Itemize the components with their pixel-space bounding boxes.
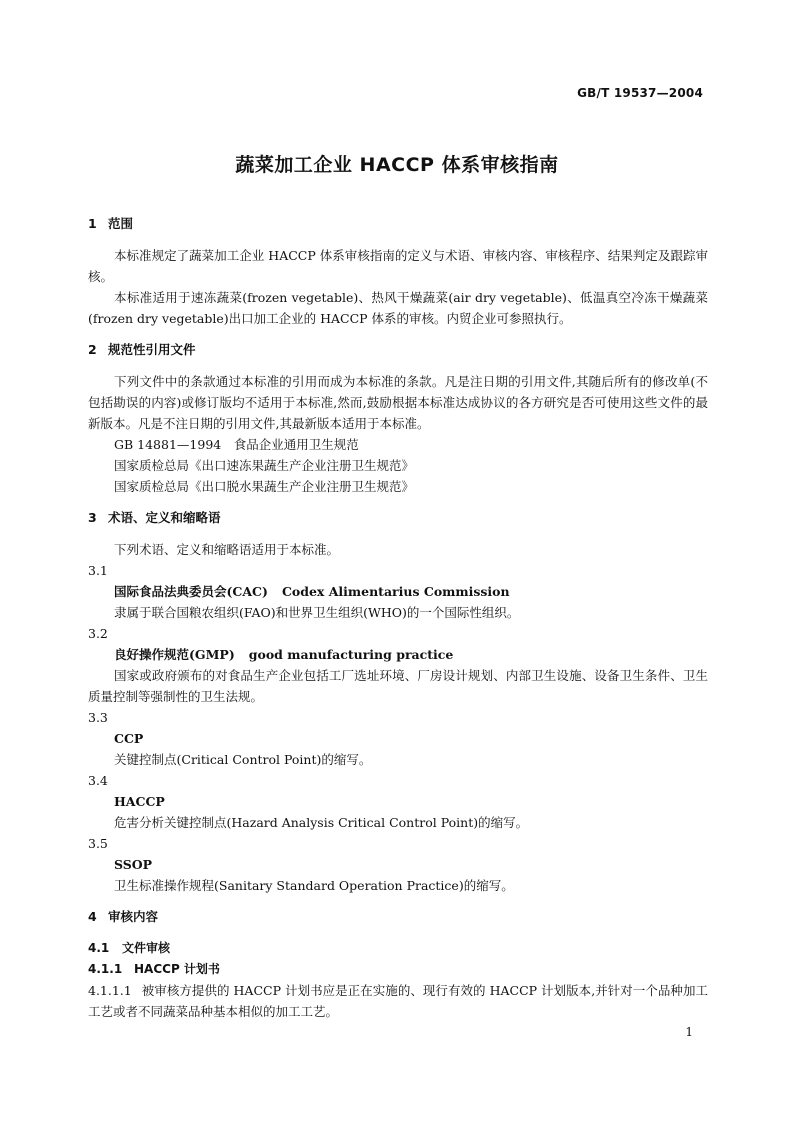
- term-name: 国际食品法典委员会(CAC) Codex Alimentarius Commission: [114, 584, 510, 599]
- term-number: 3.1: [88, 563, 108, 578]
- standard-code: GB/T 19537—2004: [577, 86, 703, 100]
- section-1-paragraph-2: 本标准适用于速冻蔬菜(frozen vegetable)、热风干燥蔬菜(air dry vegetable)、低温真空冷冻干燥蔬菜(frozen dry vegetable)出口加工企业的 HACCP 体系的审核。内贸企业可参照执行。: [88, 290, 708, 326]
- term-name: SSOP: [114, 857, 153, 872]
- term-definition: 国家或政府颁布的对食品生产企业包括工厂选址环境、厂房设计规划、内部卫生设施、设备卫生条件、卫生质量控制等强制性的卫生法规。: [88, 668, 708, 704]
- term-name: CCP: [114, 731, 144, 746]
- reference-item: 国家质检总局《出口脱水果蔬生产企业注册卫生规范》: [114, 479, 415, 494]
- section-heading-3: 3 术语、定义和缩略语: [88, 510, 221, 525]
- clause-4-1-1-1: 4.1.1.1 被审核方提供的 HACCP 计划书应是正在实施的、现行有效的 HACCP 计划版本,并针对一个品种加工工艺或者不同蔬菜品种基本相似的加工工艺。: [88, 983, 708, 1019]
- reference-item: GB 14881—1994 食品企业通用卫生规范: [114, 437, 359, 452]
- section-2-paragraph-1: 下列文件中的条款通过本标准的引用而成为本标准的条款。凡是注日期的引用文件,其随后所有的修改单(不包括勘误的内容)或修订版均不适用于本标准,然而,鼓励根据本标准达成协议的各方研究是否可使用这些文件的最新版本。凡是不注日期的引用文件,其最新版本适用于本标准。: [88, 374, 708, 431]
- section-3-intro: 下列术语、定义和缩略语适用于本标准。: [114, 542, 340, 557]
- term-number: 3.3: [88, 710, 108, 725]
- subsubsection-heading: 4.1.1 HACCP 计划书: [88, 962, 220, 976]
- term-definition: 隶属于联合国粮农组织(FAO)和世界卫生组织(WHO)的一个国际性组织。: [114, 605, 520, 620]
- term-number: 3.4: [88, 773, 108, 788]
- term-number: 3.5: [88, 836, 108, 851]
- page-number: 1: [685, 1025, 693, 1039]
- term-definition: 关键控制点(Critical Control Point)的缩写。: [114, 752, 372, 767]
- reference-item: 国家质检总局《出口速冻果蔬生产企业注册卫生规范》: [114, 458, 415, 473]
- term-name: 良好操作规范(GMP) good manufacturing practice: [114, 647, 454, 662]
- section-heading-1: 1 范围: [88, 216, 134, 231]
- term-definition: 危害分析关键控制点(Hazard Analysis Critical Control Point)的缩写。: [114, 815, 529, 830]
- section-heading-2: 2 规范性引用文件: [88, 342, 196, 357]
- section-heading-4: 4 审核内容: [88, 909, 159, 924]
- document-title: 蔬菜加工企业 HACCP 体系审核指南: [235, 154, 559, 176]
- subsection-heading: 4.1 文件审核: [88, 941, 171, 955]
- document-body: [88, 213, 708, 1022]
- section-1-paragraph-1: 本标准规定了蔬菜加工企业 HACCP 体系审核指南的定义与术语、审核内容、审核程序、结果判定及跟踪审核。: [88, 248, 708, 284]
- term-number: 3.2: [88, 626, 108, 641]
- term-name: HACCP: [114, 794, 165, 809]
- term-definition: 卫生标准操作规程(Sanitary Standard Operation Practice)的缩写。: [114, 878, 514, 893]
